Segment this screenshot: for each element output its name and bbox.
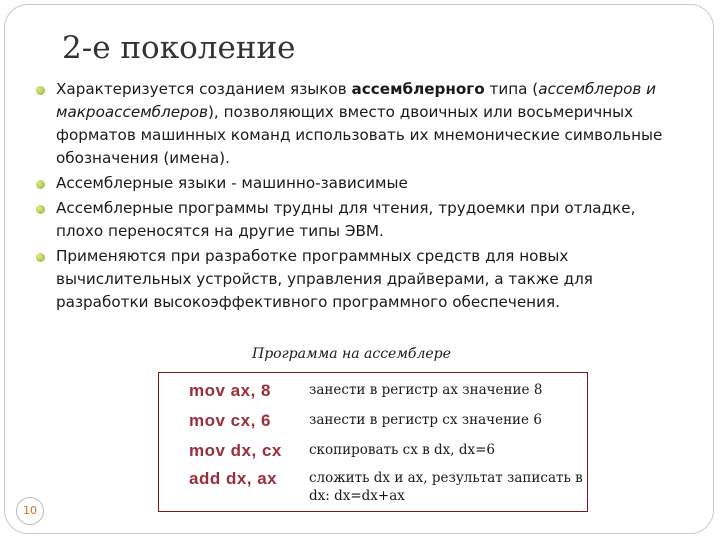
page-number: 10: [16, 497, 44, 525]
bullet-text: Ассемблерные языки - машинно-зависимые: [56, 174, 408, 192]
bullet-text: типа (: [484, 80, 539, 98]
code-comment: занести в регистр ax значение 8: [309, 382, 543, 398]
slide-title: 2-е поколение: [62, 30, 296, 66]
code-comment: скопировать cx в dx, dx=6: [309, 442, 496, 458]
bullet-text: Ассемблерные программы трудны для чтения, трудоемки при отладке, плохо переносятся на другие типы ЭВМ.: [56, 199, 636, 240]
code-instruction: add dx, ax: [189, 469, 278, 488]
bullet-text: Применяются при разработке программных средств для новых вычислительных устройств, управления драйверами, а также для разработки высокоэффективного программного обеспечения.: [56, 247, 593, 311]
code-instruction: mov dx, cx: [189, 441, 282, 460]
bullet-item: [36, 245, 686, 314]
code-caption: Программа на ассемблере: [252, 346, 451, 362]
bullet-item: [36, 197, 686, 243]
code-instruction: mov cx, 6: [189, 411, 271, 430]
bullet-item: [36, 172, 686, 195]
bullet-text: Характеризуется созданием языков: [56, 80, 352, 98]
code-comment: сложить dx и ax, результат записать в dx: dx=dx+ax: [309, 470, 583, 504]
bullet-italic-text: ассемблеров и макроассемблеров: [56, 80, 657, 121]
code-comment: занести в регистр cx значение 6: [309, 412, 542, 428]
bullet-list: [36, 78, 686, 316]
bullet-bold-text: ассемблерного: [351, 80, 485, 98]
bullet-text: ), позволяющих вместо двоичных или восьмеричных форматов машинных команд использовать их мнемонические символьные обозначения (имена).: [56, 103, 663, 167]
bullet-item: [36, 78, 686, 170]
code-instruction: mov ax, 8: [189, 381, 271, 400]
code-box: [158, 372, 588, 512]
